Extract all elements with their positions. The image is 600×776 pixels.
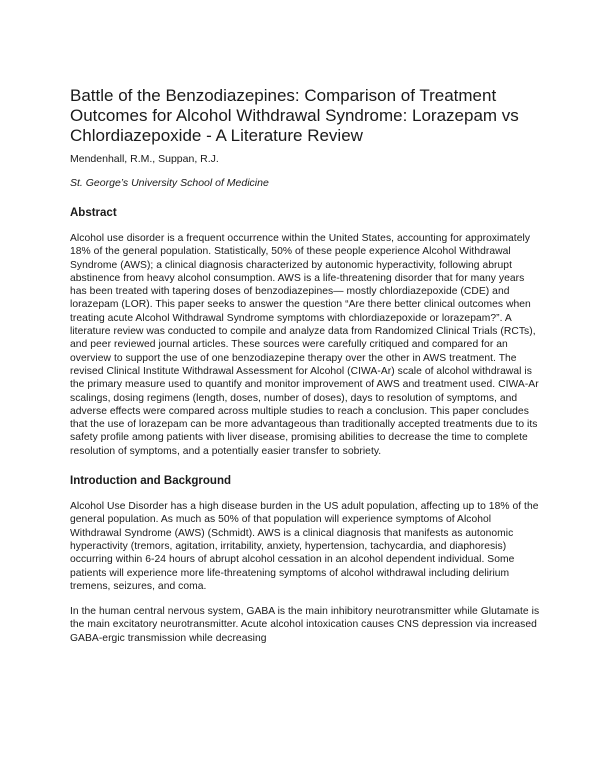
- affiliation: St. George’s University School of Medicine: [70, 177, 269, 189]
- paper-title: Battle of the Benzodiazepines: Comparison of Treatment Outcomes for Alcohol Withdrawal Syndrome: Lorazepam vs Chlordiazepoxide - A Literature Review: [70, 86, 519, 145]
- intro-heading: Introduction and Background: [70, 475, 231, 488]
- intro-paragraph-2: In the human central nervous system, GABA is the main inhibitory neurotransmitter while Glutamate is the main excitatory neurotransmitter. Acute alcohol intoxication causes CNS depression via increased GABA-ergic transmission while decreasing: [70, 606, 540, 644]
- abstract-heading: Abstract: [70, 207, 117, 219]
- abstract-text: Alcohol use disorder is a frequent occurrence within the United States, accounting for approximately 18% of the general population. Statistically, 50% of these people experience Alcohol Withdrawal Syndrome (AWS); a clinical diagnosis characterized by autonomic hyperactivity, following abrupt abstinence from heavy alcohol consumption. AWS is a life-threatening disorder that for many years has been treated with tapering doses of benzodiazepines— mostly chlordiazepoxide (CDE) and lorazepam (LOR). This paper seeks to answer the question “Are there better clinical outcomes when treating acute Alcohol Withdrawal Syndrome symptoms with chlordiazepoxide or lorazepam?”. A literature review was conducted to compile and analyze data from Randomized Clinical Trials (RCTs), and peer reviewed journal articles. These sources were carefully critiqued and compared for an overview to support the use of one benzodiazepine therapy over the other in AWS treatment. The revised Clinical Institute Withdrawal Assessment for Alcohol (CIWA-Ar) scale of alcohol withdrawal is the primary measure used to quantify and monitor improvement of AWS and treatment used. CIWA-Ar scalings, dosing regimens (length, doses, number of doses), days to resolution of symptoms, and adverse effects were compared across multiple studies to reach a conclusion. This paper concludes that the use of lorazepam can be more advantageous than traditionally accepted treatments due to its safety profile among patients with liver disease, promising abilities to decrease the time to complete resolution of symptoms, and a potentially easier transfer to sobriety.: [70, 233, 539, 457]
- paper-page: [70, 86, 540, 655]
- author-list: Mendenhall, R.M., Suppan, R.J.: [70, 153, 219, 165]
- intro-paragraph-1: Alcohol Use Disorder has a high disease burden in the US adult population, affecting up to 18% of the general population. As much as 50% of that population will experience symptoms of Alcohol Withdrawal Syndrome (AWS) (Schmidt). AWS is a clinical diagnosis that manifests as autonomic hyperactivity (tremors, agitation, irritability, anxiety, hypertension, tachycardia, and diaphoresis) occurring within 6-24 hours of abrupt alcohol cessation in an alcohol dependent individual. Some patients will experience more life-threatening symptoms of alcohol withdrawal including delirium tremens, seizures, and coma.: [70, 501, 539, 592]
